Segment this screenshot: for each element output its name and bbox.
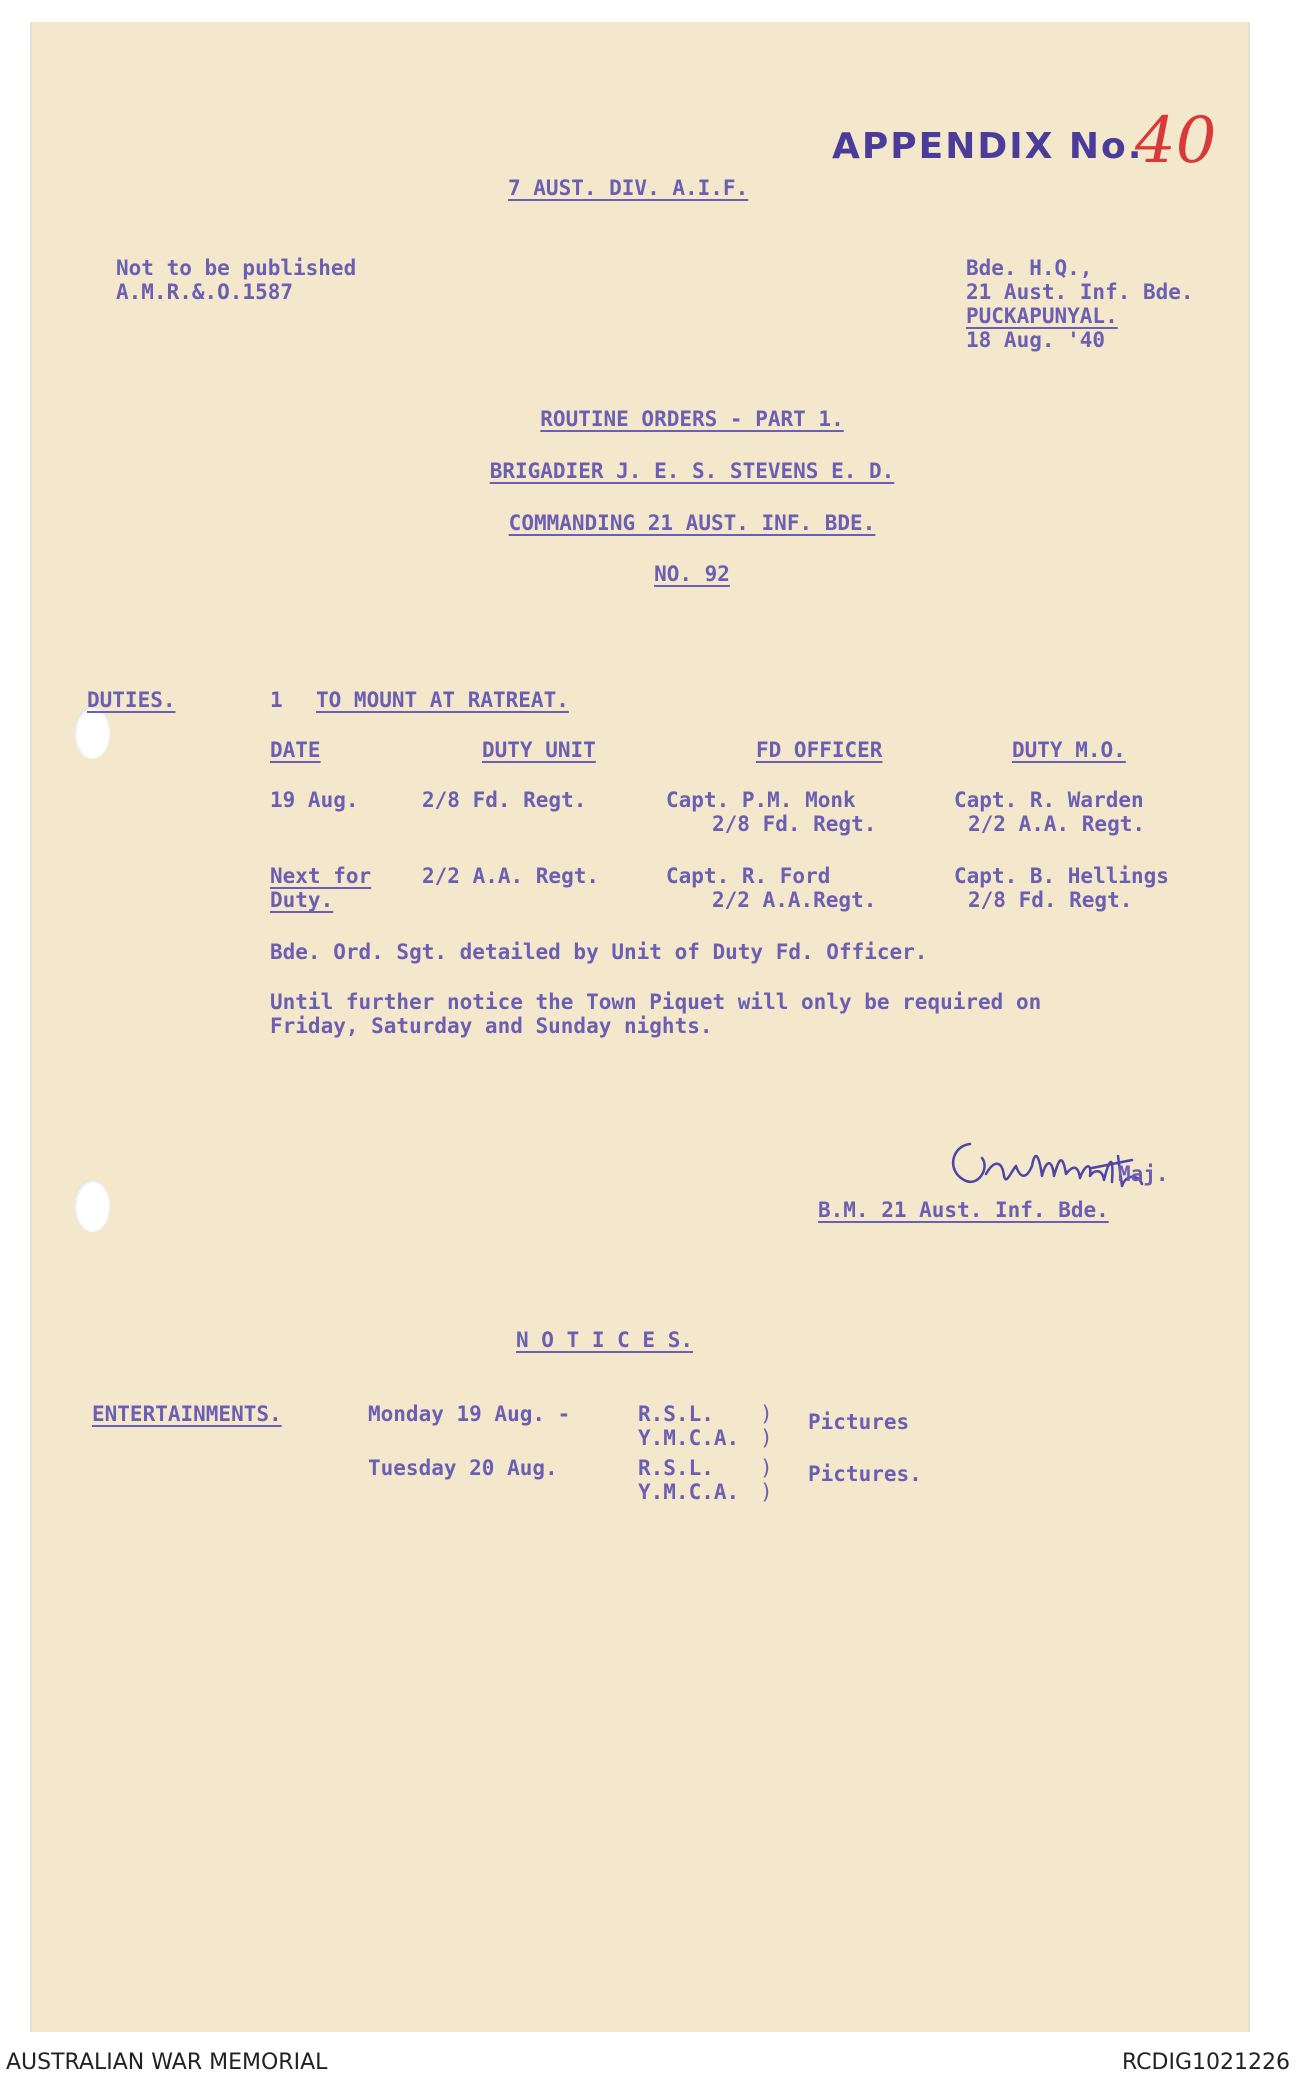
brigade-line: 21 Aust. Inf. Bde. (966, 280, 1194, 304)
event-venue: Y.M.C.A. (638, 1480, 740, 1504)
row-mo-name: Capt. B. Hellings (954, 864, 1169, 888)
row-officer-name: Capt. R. Ford (666, 864, 831, 888)
event-day: Monday 19 Aug. - (368, 1402, 571, 1426)
division-heading: 7 AUST. DIV. A.I.F. (508, 176, 749, 200)
column-header-unit: DUTY UNIT (482, 738, 596, 762)
duties-label: DUTIES. (87, 688, 176, 712)
event-venue: R.S.L. (638, 1456, 714, 1480)
duties-item-number: 1 (270, 688, 283, 712)
routine-orders-title: ROUTINE ORDERS - PART 1. (540, 407, 844, 431)
row-unit: 2/2 A.A. Regt. (422, 864, 600, 888)
row-unit: 2/8 Fd. Regt. (422, 788, 587, 812)
bracket: ) (760, 1426, 773, 1450)
row-mo-unit: 2/2 A.A. Regt. (968, 812, 1146, 836)
punch-hole (74, 707, 110, 759)
row-officer-unit: 2/2 A.A.Regt. (712, 888, 877, 912)
event-venue: R.S.L. (638, 1402, 714, 1426)
row-mo-unit: 2/8 Fd. Regt. (968, 888, 1133, 912)
notices-heading: N O T I C E S. (516, 1328, 694, 1352)
duties-item-title: TO MOUNT AT RATREAT. (316, 688, 569, 712)
bracket: ) (760, 1456, 773, 1480)
piquet-note: Until further notice the Town Piquet will only be required on (270, 990, 1042, 1014)
row-date-continued: Duty. (270, 888, 334, 912)
document-page (30, 22, 1250, 2032)
column-header-mo: DUTY M.O. (1012, 738, 1126, 762)
punch-hole (74, 1180, 110, 1232)
event-type: Pictures (808, 1410, 910, 1434)
commanding-line: COMMANDING 21 AUST. INF. BDE. (508, 511, 876, 535)
row-mo-name: Capt. R. Warden (954, 788, 1144, 812)
piquet-note-continued: Friday, Saturday and Sunday nights. (270, 1014, 713, 1038)
bracket: ) (760, 1402, 773, 1426)
row-officer-unit: 2/8 Fd. Regt. (712, 812, 877, 836)
signature-rank: Maj. (1118, 1162, 1169, 1186)
commander-name: BRIGADIER J. E. S. STEVENS E. D. (489, 459, 895, 483)
publish-notice: Not to be published (116, 256, 357, 280)
row-officer-name: Capt. P.M. Monk (666, 788, 856, 812)
column-header-officer: FD OFFICER (756, 738, 883, 762)
appendix-label: APPENDIX No. (832, 126, 1144, 167)
row-date: Next for (270, 864, 372, 888)
event-day: Tuesday 20 Aug. (368, 1456, 558, 1480)
event-venue: Y.M.C.A. (638, 1426, 740, 1450)
order-number: NO. 92 (654, 562, 730, 586)
footer-id: RCDIG1021226 (1121, 2050, 1290, 2075)
footer-source: AUSTRALIAN WAR MEMORIAL (6, 2050, 328, 2075)
hq-line: Bde. H.Q., (966, 256, 1093, 280)
bracket: ) (760, 1480, 773, 1504)
row-date: 19 Aug. (270, 788, 359, 812)
regulation-ref: A.M.R.&.O.1587 (116, 280, 294, 304)
event-type: Pictures. (808, 1462, 922, 1486)
appendix-stamp (832, 126, 1143, 167)
signatory-title: B.M. 21 Aust. Inf. Bde. (818, 1198, 1109, 1222)
appendix-number: 40 (1135, 104, 1217, 178)
entertainments-label: ENTERTAINMENTS. (92, 1402, 282, 1426)
column-header-date: DATE (270, 738, 321, 762)
location-line: PUCKAPUNYAL. (966, 304, 1118, 328)
date-line: 18 Aug. '40 (966, 328, 1106, 352)
ordnance-note: Bde. Ord. Sgt. detailed by Unit of Duty Fd. Officer. (270, 940, 928, 964)
